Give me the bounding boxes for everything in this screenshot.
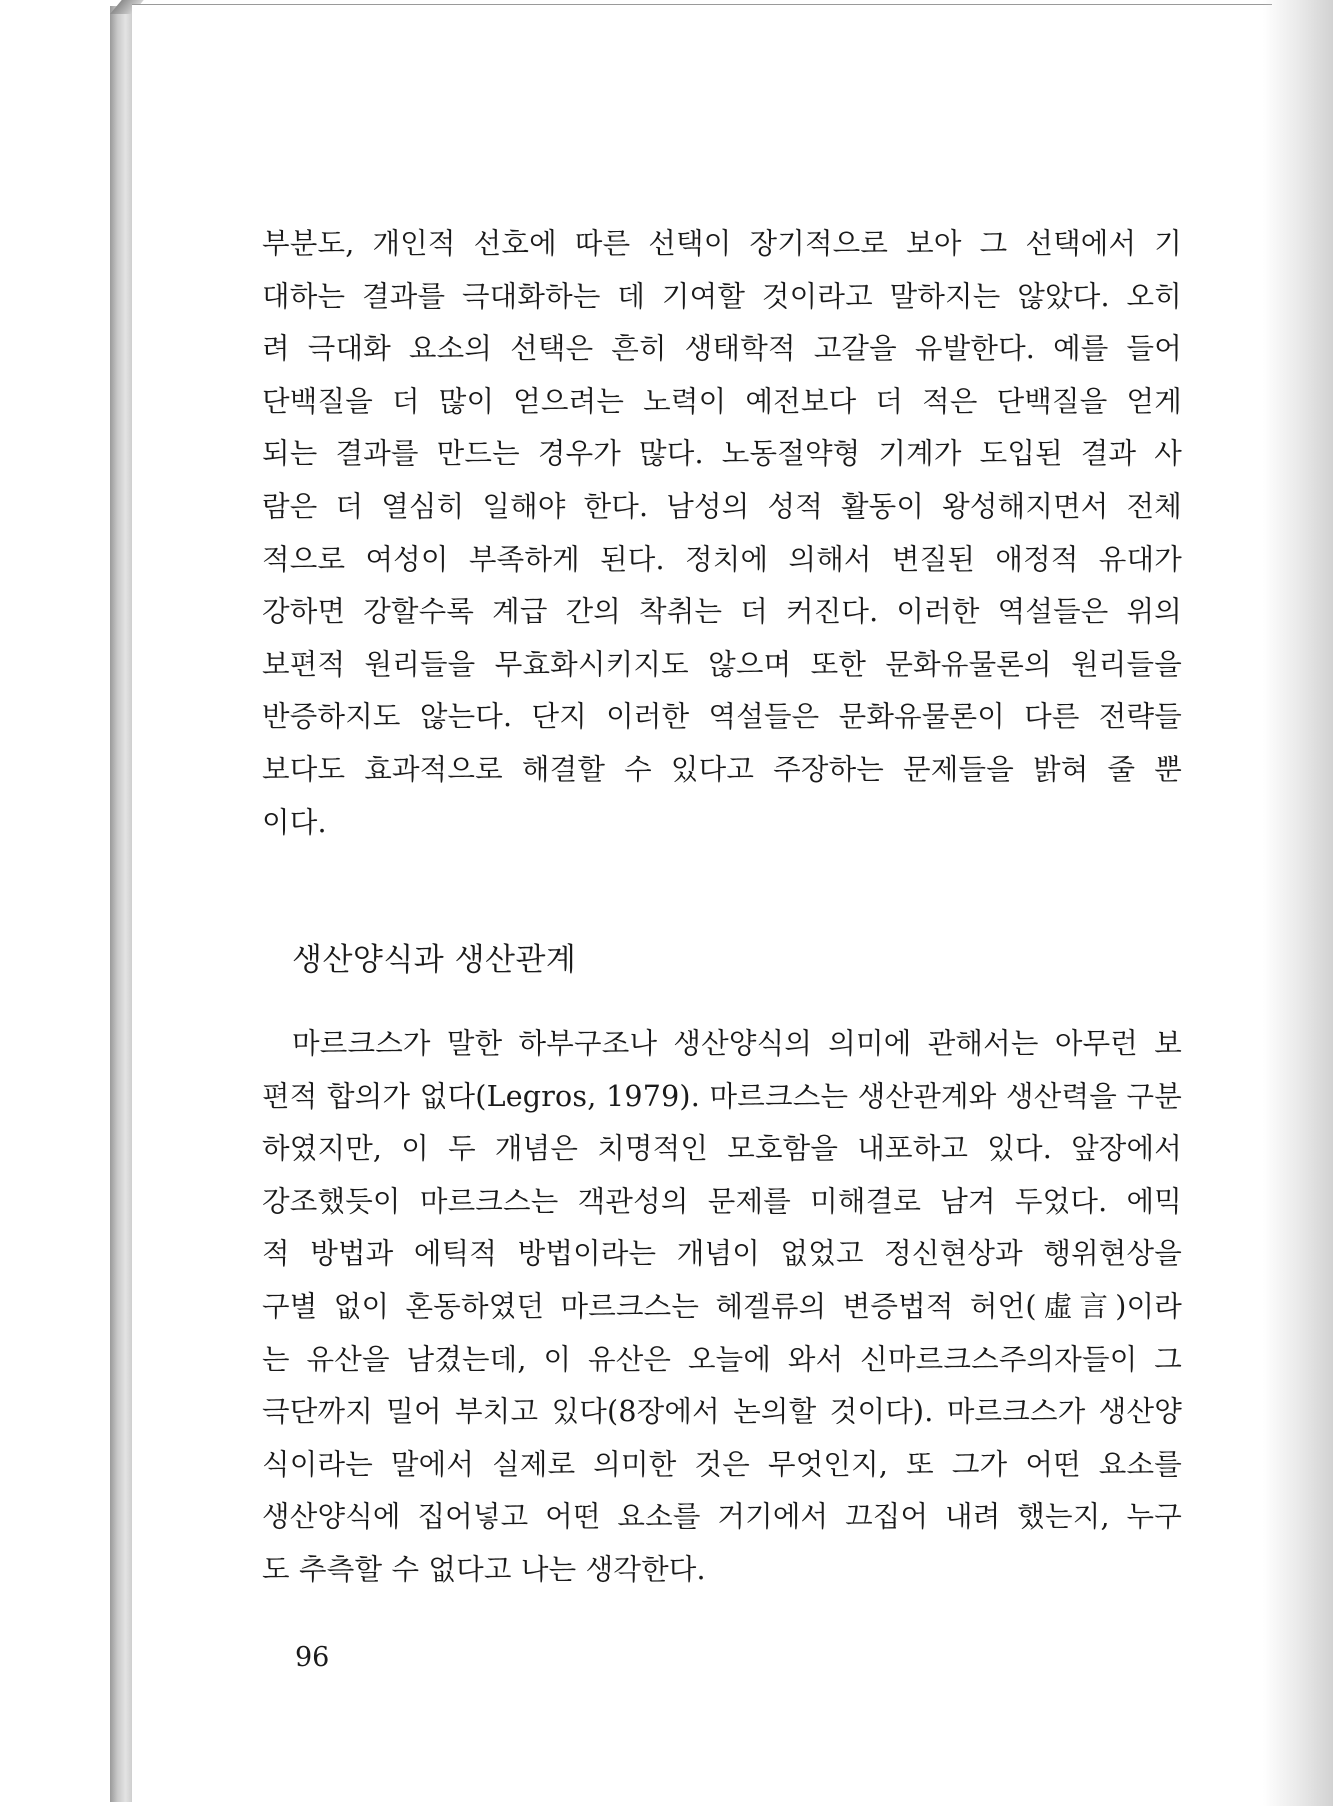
text-line: 보편적 원리들을 무효화시키지도 않으며 또한 문화유물론의 원리들을 <box>262 647 1182 681</box>
text-line: 려 극대화 요소의 선택은 흔히 생태학적 고갈을 유발한다. 예를 들어 <box>262 332 1182 366</box>
text-line: 되는 결과를 만드는 경우가 많다. 노동절약형 기계가 도입된 결과 사 <box>262 437 1182 471</box>
text-line: 는 유산을 남겼는데, 이 유산은 오늘에 와서 신마르크스주의자들이 그 <box>262 1342 1182 1376</box>
text-line: 반증하지도 않는다. 단지 이러한 역설들은 문화유물론이 다른 전략들 <box>262 700 1182 734</box>
text-line: 구별 없이 혼동하였던 마르크스는 헤겔류의 변증법적 허언(虛言)이라 <box>262 1289 1182 1323</box>
text-line: 적으로 여성이 부족하게 된다. 정치에 의해서 변질된 애정적 유대가 <box>262 542 1182 576</box>
text-line: 강하면 강할수록 계급 간의 착취는 더 커진다. 이러한 역설들은 위의 <box>262 595 1182 629</box>
text-line: 하였지만, 이 두 개념은 치명적인 모호함을 내포하고 있다. 앞장에서 <box>262 1132 1182 1166</box>
page-shadow <box>1263 0 1333 1806</box>
text-line: 이다. <box>262 805 327 839</box>
text-line: 보다도 효과적으로 해결할 수 있다고 주장하는 문제들을 밝혀 줄 뿐 <box>262 752 1182 786</box>
text-line: 람은 더 열심히 일해야 한다. 남성의 성적 활동이 왕성해지면서 전체 <box>262 489 1182 523</box>
text-line: 강조했듯이 마르크스는 객관성의 문제를 미해결로 남겨 두었다. 에믹 <box>262 1184 1182 1218</box>
text-line: 부분도, 개인적 선호에 따른 선택이 장기적으로 보아 그 선택에서 기 <box>262 227 1182 260</box>
text-line: 식이라는 말에서 실제로 의미한 것은 무엇인지, 또 그가 어떤 요소를 <box>262 1447 1182 1481</box>
text-line: 편적 합의가 없다(Legros, 1979). 마르크스는 생산관계와 생산력을 구분 <box>262 1079 1182 1113</box>
text-line: 극단까지 밀어 부치고 있다(8장에서 논의할 것이다). 마르크스가 생산양 <box>262 1395 1182 1429</box>
text-line: 적 방법과 에틱적 방법이라는 개념이 없었고 정신현상과 행위현상을 <box>262 1237 1182 1271</box>
text-line: 마르크스가 말한 하부구조나 생산양식의 의미에 관해서는 아무런 보 <box>292 1027 1182 1060</box>
section-heading: 생산양식과 생산관계 <box>292 942 577 978</box>
text-line: 대하는 결과를 극대화하는 데 기여할 것이라고 말하지는 않았다. 오히 <box>262 279 1182 313</box>
text-line: 단백질을 더 많이 얻으려는 노력이 예전보다 더 적은 단백질을 얻게 <box>262 384 1182 418</box>
page-number: 96 <box>295 1642 330 1673</box>
book-page-edge <box>110 6 132 1802</box>
text-line: 도 추측할 수 없다고 나는 생각한다. <box>262 1552 706 1586</box>
text-line: 생산양식에 집어넣고 어떤 요소를 거기에서 끄집어 내려 했는지, 누구 <box>262 1500 1182 1534</box>
paragraph-2 <box>262 1018 1182 1597</box>
paragraph-1 <box>262 218 1182 849</box>
